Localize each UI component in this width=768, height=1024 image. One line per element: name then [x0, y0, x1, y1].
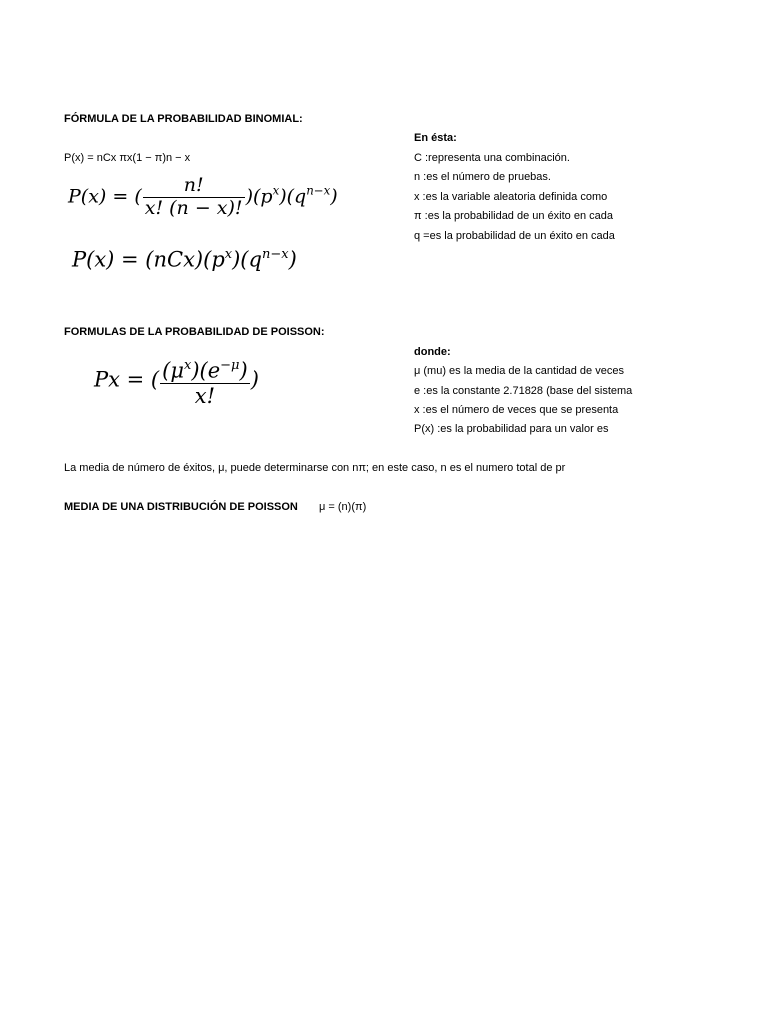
eq2-mid: )(q — [232, 247, 262, 272]
poisson-num-b: )(e — [191, 358, 221, 383]
mean-formula-label: MEDIA DE UNA DISTRIBUCIÓN DE POISSON — [64, 501, 298, 513]
poisson-num-a-exp: x — [183, 358, 192, 373]
binomial-legend-item: C :representa una combinación. — [414, 152, 570, 164]
poisson-title: FORMULAS DE LA PROBABILIDAD DE POISSON: — [64, 326, 325, 338]
eq1-mid: )(q — [279, 185, 307, 208]
eq2-exp1: x — [224, 247, 233, 262]
binomial-legend-item: x :es la variable aleatoria definida como — [414, 191, 608, 203]
poisson-num-c: ) — [239, 358, 248, 383]
binomial-equation-1 — [68, 175, 338, 220]
poisson-legend-item: μ (mu) es la media de la cantidad de veces — [414, 365, 624, 377]
eq1-lhs: P(x) = ( — [68, 185, 142, 208]
poisson-legend-item: x :es el número de veces que se presenta — [414, 404, 619, 416]
poisson-eq-numerator — [160, 354, 250, 384]
poisson-num-a: (μ — [162, 358, 184, 383]
eq1-numerator: n! — [143, 175, 245, 198]
poisson-eq-end: ) — [250, 367, 259, 392]
poisson-equation — [94, 354, 259, 408]
binomial-legend-item: n :es el número de pruebas. — [414, 171, 551, 183]
binomial-legend-item: π :es la probabilidad de un éxito en cada — [414, 210, 614, 222]
eq1-fraction — [143, 175, 245, 220]
eq2-exp2: n−x — [261, 247, 289, 262]
poisson-eq-fraction — [160, 354, 250, 408]
mean-note: La media de número de éxitos, μ, puede determinarse con nπ; en este caso, n es el numero total de pr — [64, 462, 566, 474]
poisson-num-b-exp: −μ — [220, 358, 240, 373]
eq1-end: ) — [330, 185, 338, 208]
binomial-legend-item: q =es la probabilidad de un éxito en cada — [414, 230, 615, 242]
poisson-legend-item: P(x) :es la probabilidad para un valor es — [414, 423, 609, 435]
binomial-title: FÓRMULA DE LA PROBABILIDAD BINOMIAL: — [64, 113, 303, 125]
eq2-end: ) — [288, 247, 297, 272]
eq1-denominator: x! (n − x)! — [144, 196, 243, 219]
binomial-equation-2 — [72, 247, 297, 271]
eq1-after-fraction: )(p — [245, 185, 273, 208]
poisson-legend-title: donde: — [414, 346, 451, 358]
poisson-eq-lhs: Px = ( — [94, 367, 160, 392]
binomial-formula-text: P(x) = nCx πx(1 − π)n − x — [64, 152, 191, 164]
poisson-legend-item: e :es la constante 2.71828 (base del sistema — [414, 385, 633, 397]
eq2-lhs: P(x) = (nCx)(p — [72, 247, 225, 272]
binomial-legend-title: En ésta: — [414, 132, 457, 144]
eq1-exp1: x — [272, 183, 280, 198]
mean-formula-value: μ = (n)(π) — [319, 501, 367, 513]
poisson-eq-denominator: x! — [194, 383, 216, 408]
eq1-exp2: n−x — [306, 183, 331, 198]
